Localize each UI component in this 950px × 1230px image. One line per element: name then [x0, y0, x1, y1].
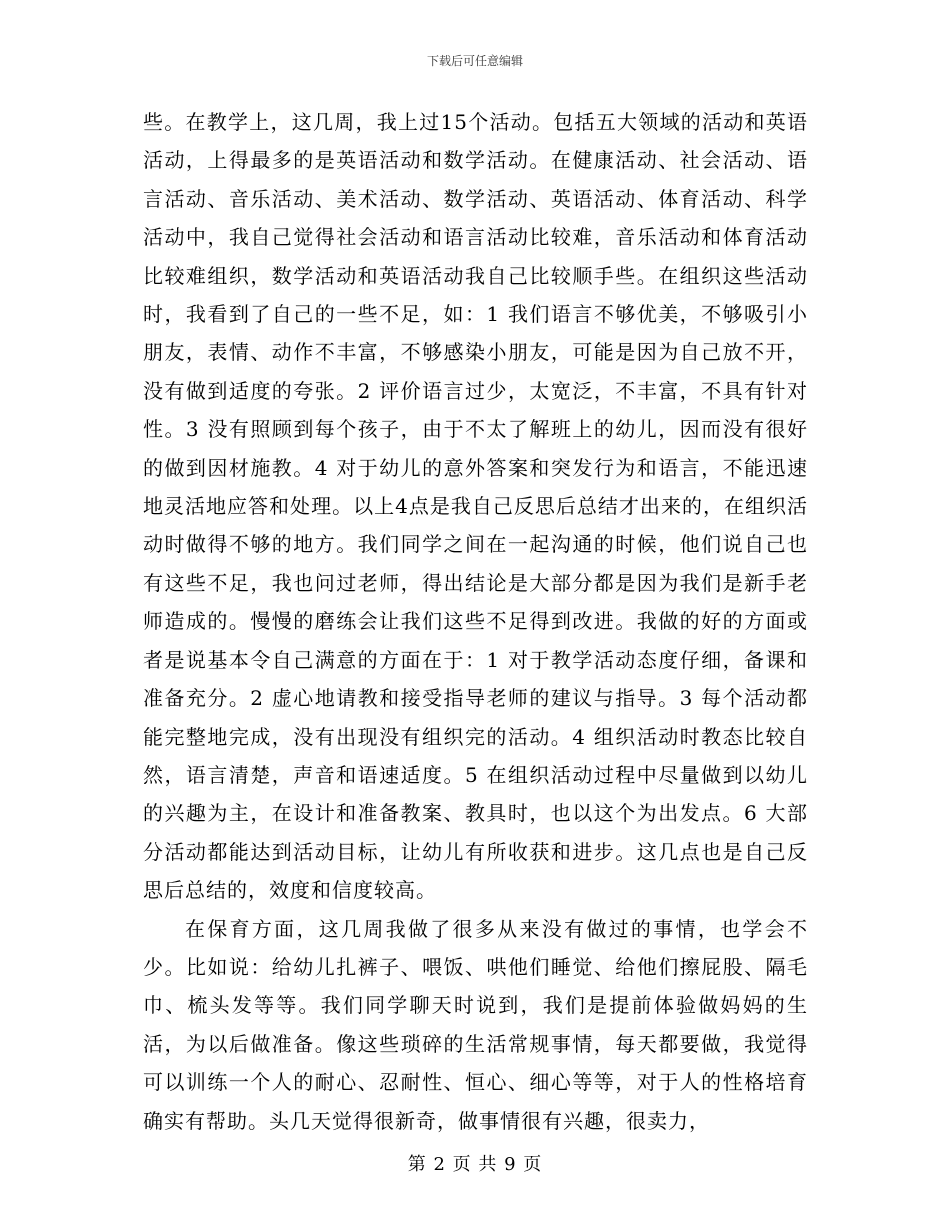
document-body: [143, 103, 808, 1140]
page-footer: [0, 1154, 950, 1176]
paragraph-care: 在保育方面，这几周我做了很多从来没有做过的事情，也学会不少。比如说：给幼儿扎裤子、喂饭、哄他们睡觉、给他们擦屁股、隔毛巾、梳头发等等。我们同学聊天时说到，我们是提前体验做妈妈的生活，为以后做准备。像这些琐碎的生活常规事情，每天都要做，我觉得可以训练一个人的耐心、忍耐性、恒心、细心等等，对于人的性格培育确实有帮助。头几天觉得很新奇，做事情很有兴趣，很卖力，: [143, 916, 808, 1133]
paragraph-teaching: 些。在教学上，这几周，我上过15个活动。包括五大领域的活动和英语活动，上得最多的是英语活动和数学活动。在健康活动、社会活动、语言活动、音乐活动、美术活动、数学活动、英语活动、体育活动、科学活动中，我自己觉得社会活动和语言活动比较难，音乐活动和体育活动比较难组织，数学活动和英语活动我自己比较顺手些。在组织这些活动时，我看到了自己的一些不足，如：1 我们语言不够优美，不够吸引小朋友，表情、动作不丰富，不够感染小朋友，可能是因为自己放不开，没有做到适度的夸张。2 评价语言过少，太宽泛，不丰富，不具有针对性。3 没有照顾到每个孩子，由于不太了解班上的幼儿，因而没有很好的做到因材施教。4 对于幼儿的意外答案和突发行为和语言，不能迅速地灵活地应答和处理。以上4点是我自己反思后总结才出来的，在组织活动时做得不够的地方。我们同学之间在一起沟通的时候，他们说自己也有这些不足，我也问过老师，得出结论是大部分都是因为我们是新手老师造成的。慢慢的磨练会让我们这些不足得到改进。我做的好的方面或者是说基本令自己满意的方面在于：1 对于教学活动态度仔细，备课和准备充分。2 虚心地请教和接受指导老师的建议与指导。3 每个活动都能完整地完成，没有出现没有组织完的活动。4 组织活动时教态比较自然，语言清楚，声音和语速适度。5 在组织活动过程中尽量做到以幼儿的兴趣为主，在设计和准备教案、教具时，也以这个为出发点。6 大部分活动都能达到活动目标，让幼儿有所收获和进步。这几点也是自己反思后总结的，效度和信度较高。: [143, 110, 808, 903]
page-number-label: 第 2 页 共 9 页: [407, 1154, 543, 1175]
page-header: 下载后可任意编辑: [426, 54, 523, 68]
